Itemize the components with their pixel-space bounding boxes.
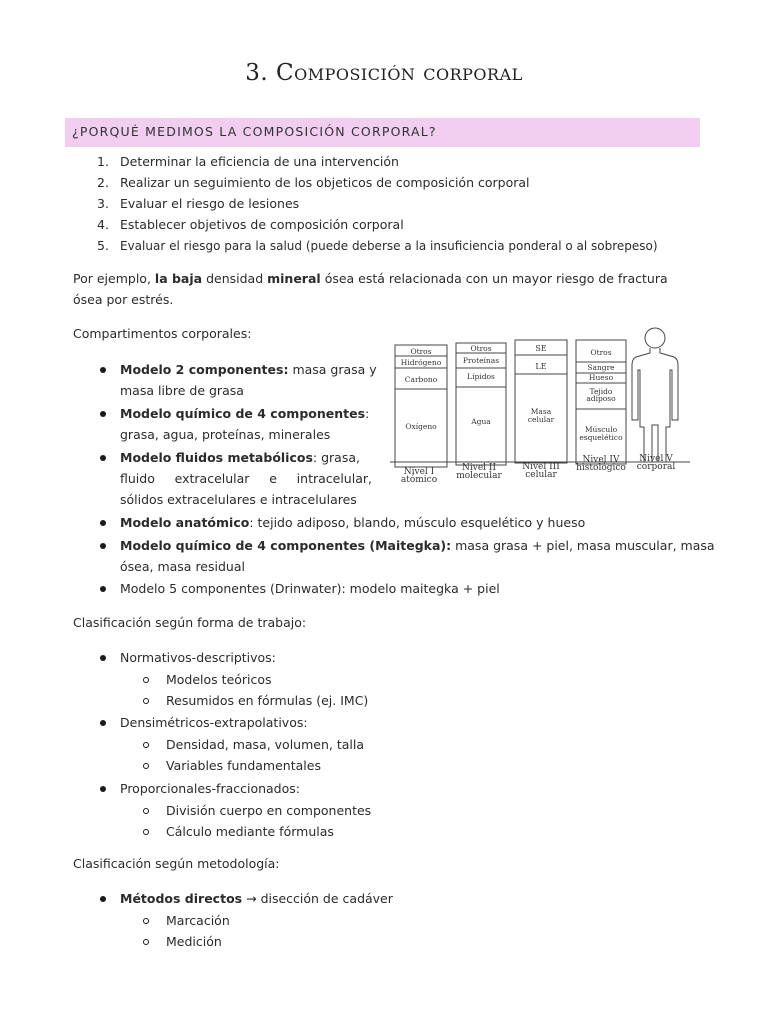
bullet (100, 543, 106, 549)
model-chemical-4: Modelo químico de 4 componentes: (120, 406, 370, 421)
body-composition-levels-figure (390, 325, 700, 490)
list-item: Densimétricos-extrapolativos: (120, 715, 308, 730)
model-maitegka: Modelo químico de 4 componentes (Maitegka): masa grasa + piel, masa muscular, masa (120, 538, 715, 553)
svg-text:Agua: Agua (471, 417, 491, 426)
list-item: Determinar la eficiencia de una intervención (120, 154, 399, 169)
list-item: Normativos-descriptivos: (120, 650, 276, 665)
bullet (100, 720, 106, 726)
bullet (100, 586, 106, 592)
model-maitegka-cont: ósea, masa residual (120, 559, 245, 574)
list-number: 1. (97, 154, 109, 169)
sub-bullet (143, 698, 149, 704)
sub-bullet (143, 677, 149, 683)
work-heading: Clasificación según forma de trabajo: (73, 615, 307, 630)
sub-bullet (143, 918, 149, 924)
compartments-heading: Compartimentos corporales: (73, 326, 252, 341)
model-5-components: Modelo 5 componentes (Drinwater): modelo maitegka + piel (120, 581, 500, 596)
sub-bullet (143, 939, 149, 945)
bullet (100, 896, 106, 902)
svg-text:Músculo: Músculo (584, 425, 618, 434)
arrow-icon: → (246, 891, 257, 906)
svg-text:esquelético: esquelético (579, 433, 623, 442)
model-metabolic-fluids-line2: fluido extracelular e intracelular, (120, 471, 372, 486)
list-item: Evaluar el riesgo para la salud (puede deberse a la insuficiencia ponderal o al sobrepeso) (120, 239, 658, 253)
svg-text:histológico: histológico (576, 463, 626, 473)
sub-bullet (143, 808, 149, 814)
svg-text:Lípidos: Lípidos (467, 372, 495, 381)
model-2-components-cont: masa libre de grasa (120, 383, 244, 398)
svg-text:Nivel IV: Nivel IV (582, 455, 620, 465)
svg-text:celular: celular (527, 415, 555, 424)
svg-text:Otros: Otros (590, 348, 612, 357)
svg-text:Tejido: Tejido (589, 387, 613, 396)
svg-text:Nivel V: Nivel V (639, 454, 673, 464)
bullet (100, 655, 106, 661)
svg-text:Proteínas: Proteínas (462, 356, 500, 365)
svg-text:celular: celular (525, 470, 557, 480)
model-metabolic-fluids-line3: sólidos extracelulares e intracelulares (120, 492, 357, 507)
list-item: Realizar un seguimiento de los objeticos de composición corporal (120, 175, 530, 190)
method-heading: Clasificación según metodología: (73, 856, 280, 871)
svg-text:molecular: molecular (456, 471, 502, 481)
sub-list-item: Resumidos en fórmulas (ej. IMC) (166, 693, 369, 708)
sub-list-item: División cuerpo en componentes (166, 803, 372, 818)
svg-text:Otros: Otros (410, 347, 432, 356)
sub-list-item: Variables fundamentales (166, 758, 321, 773)
sub-bullet (143, 763, 149, 769)
bullet (100, 367, 106, 373)
sub-list-item: Cálculo mediante fórmulas (166, 824, 334, 839)
bold-text: la baja (154, 271, 203, 286)
sub-bullet (143, 829, 149, 835)
direct-methods: Métodos directos → disección de cadáver (120, 891, 393, 906)
svg-text:Nivel III: Nivel III (522, 462, 560, 472)
list-item: Establecer objetivos de composición corporal (120, 217, 404, 232)
svg-text:Hueso: Hueso (588, 373, 614, 382)
example-line-1: Por ejemplo, la baja densidad mineral ósea está relacionada con un mayor riesgo de fractura (73, 271, 668, 286)
list-number: 3. (97, 196, 109, 211)
list-number: 2. (97, 175, 109, 190)
sub-list-item: Medición (166, 934, 222, 949)
svg-text:Hidrógeno: Hidrógeno (400, 358, 442, 367)
svg-text:atómico: atómico (400, 475, 438, 485)
svg-text:adiposo: adiposo (586, 394, 616, 403)
bullet (100, 786, 106, 792)
svg-text:Oxígeno: Oxígeno (405, 422, 437, 431)
svg-text:Masa: Masa (530, 407, 552, 416)
section-banner: ¿PORQUÉ MEDIMOS LA COMPOSICIÓN CORPORAL? (65, 118, 700, 147)
svg-text:Otros: Otros (470, 344, 492, 353)
bullet (100, 520, 106, 526)
page-title: 3. Composición corporal (245, 60, 523, 86)
list-number: 4. (97, 217, 109, 232)
svg-text:corporal: corporal (636, 462, 676, 472)
example-line-2: ósea por estrés. (73, 292, 174, 307)
svg-text:Nivel I: Nivel I (403, 467, 435, 477)
sub-list-item: Marcación (166, 913, 230, 928)
svg-text:Carbono: Carbono (404, 375, 438, 384)
list-item: Evaluar el riesgo de lesiones (120, 196, 300, 211)
model-metabolic-fluids: Modelo fluidos metabólicos: grasa, (120, 450, 360, 465)
list-number: 5. (97, 238, 109, 253)
svg-text:LE: LE (535, 362, 547, 371)
model-chemical-4-cont: grasa, agua, proteínas, minerales (120, 427, 331, 442)
model-2-components: Modelo 2 componentes: masa grasa y (120, 362, 377, 377)
svg-text:Sangre: Sangre (587, 363, 615, 372)
list-item: Proporcionales-fraccionados: (120, 781, 300, 796)
sub-bullet (143, 742, 149, 748)
sub-list-item: Densidad, masa, volumen, talla (166, 737, 364, 752)
model-anatomical: Modelo anatómico: tejido adiposo, blando, músculo esquelético y hueso (120, 515, 586, 530)
bold-text: mineral (267, 271, 321, 286)
svg-text:SE: SE (535, 344, 547, 353)
bullet (100, 411, 106, 417)
sub-list-item: Modelos teóricos (166, 672, 272, 687)
svg-text:Nivel II: Nivel II (461, 463, 497, 473)
bullet (100, 455, 106, 461)
